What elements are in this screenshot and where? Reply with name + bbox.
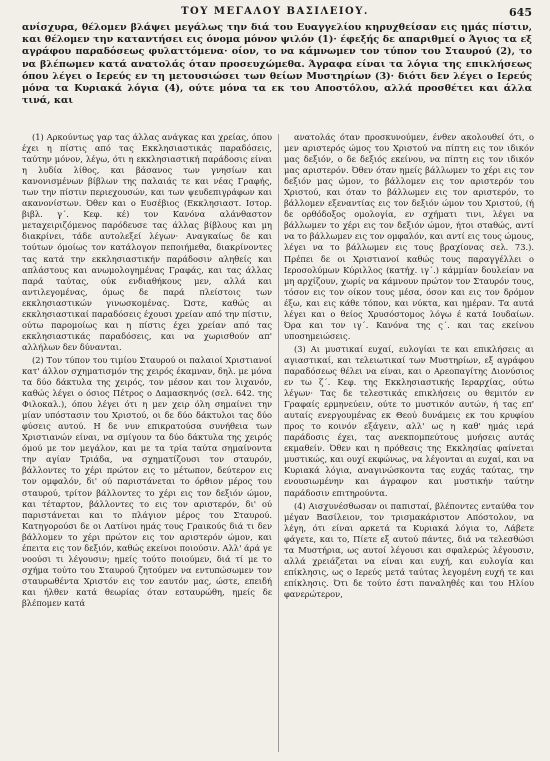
footnote-2-continued: ανατολάς όταν προσκυνούμεν, ένθεν ακολουθεί ότι, ο μεν αριστερός ώμος του Χριστού να πίπτη εις τον ιδικόν μας δεξιόν, ο δε δεξιός εκείνου, να πίπτη εις τον ιδικόν μας αριστερόν. Όθεν όταν ημείς βάλλωμεν το χέρι εις τον δεξιόν μας ώμον, το βάλλομεν εις τον αριστερόν του Χριστού, και όταν το βάλλωμεν εις τον αριστερόν, το βάλλομεν εξεναντίας εις τον δεξιόν ώμον του Χριστού, (ή δε ορθόδοξος ομολογία, εν σχήματι τινι, λέγει να βάλλωμεν το χέρι εις τον δεξιόν ώμον, ήτοι σταθώς, αντί να το βάλλωμεν εις τον ομφαλόν, και αντί εις τους ώμους, λέγει να το βάλλωμεν εις τους βραχίονας σελ. 73.). Πρέπει δε οι Χριστιανοί καθώς τους παραγγέλλει ο Ιεροσολύμων Κύριλλος (κατήχ. ιγ΄.) κάμμίαν δουλείαν να μη αρχίζουν, χωρίς να κάμνουν πρώτον τον Σταυρόν τους, τόσον εις τον οίκον τους μέσα, όσον και εις τον δρόμον έξω, και εις κάθε τόπον, και νύκτα, και ημέραν. Τα αυτά λέγει και ο θείος Χρυσόστομος λόγω έ κατά Ιουδαίων. Όρα και τον ιγ΄. Κανόνα της ς΄. και τας εκείνου υποσημειώσεις. xyxy=(284,132,534,341)
footnote-2: (2) Τον τύπον του τιμίου Σταυρού οι παλαιοί Χριστιανοί κατ' άλλον σχηματισμόν της χειρός έκαμναν, δηλ. με μόνα τα δύο δάκτυλα της χειρός, τον μέσον και τον λιχανόν, καθώς λέγει ο όσιος Πέτρος ο Δαμασκηνός (σελ. 642. της Φιλοκαλ.), όπου λέγει ότι η μεν χειρ όλη σημαίνει την μίαν υπόστασιν του Χριστού, οι δε δύο δάκτυλοι τας δύο φύσεις αυτού. Η δε νυν επικρατούσα συνήθεια των Χριστιανών είναι, να σμίγουν τα δύο δάκτυλα της χειρός όμού με τον μεγάλον, και με τα τρία ταύτα σημαίνοντα την αγίαν Τριάδα, να σχηματίζουσι τον σταυρόν, βάλλοντες το χέρι πρώτον εις το μέτωπον, δεύτερον εις τον ομφαλόν, δι' ού παριστάνεται το όρθιον μέρος του σταυρού, τρίτον βάλλοντες το χέρι εις τον δεξιόν ώμον, και τέταρτον, βάλλοντες το εις τον αριστερόν, δι' ού παριστάνεται και το πλάγιον μέρος του Σταυρού. Κατηγορούσι δε οι Λατίνοι ημάς τους Γραικούς διά τι δεν βάλλομεν το χέρι πρώτον εις τον αριστερόν ώμον, και έπειτα εις τον δεξιόν, καθώς εκείνοι ποιούσιν. Αλλ' άρά γε νοούσι τι λέγουσιν; ημείς τούτο ποιούμεν, διά τί με το σχήμα τούτο του Σταυρού ζητούμεν να εντυπώσωμεν τον σταυρωθέντα Χριστόν εις τον εαυτόν μας, ώστε, επειδή και ήλθεν κατά θεωρίας όταν εσταυρώθη, ημείς δε βλέπομεν κατά xyxy=(22,354,272,608)
column-divider xyxy=(278,134,279,752)
main-body-text xyxy=(22,22,532,107)
main-paragraph: ανίσχυρα, θέλομεν βλάψει μεγάλως την διά του Ευαγγελίου κηρυχθείσαν εις ημάς πίστιν, και θέλομεν την καταντήσει εις όνομα μόνον ψιλόν (1)· έφεξής δε απαριθμεί ο Άγιος τα εξ αγράφου παραδόσεως φυλαττόμενα· οίον, το να κάμνωμεν τον τύπον του Σταυρού (2), το να βλέπωμεν κατά ανατολάς όταν προσευχώμεθα. Άγραφα είναι τα λόγια της επικλήσεως όπου λέγει ο Ιερεύς εν τη μετουσιώσει των θείων Μυστηρίων (3)· διότι δεν λέγει ο Ιερεύς μόνα τα Κυριακά λόγια (4), ούτε μόνα τα εκ του Αποστόλου, αλλά προσθέτει και άλλα τινά, και xyxy=(22,22,532,107)
page-number: 645 xyxy=(509,6,532,19)
footnote-1: (1) Αρκούντως γαρ τας άλλας ανάγκας και χρείας, όπου έχει η πίστις από τας Εκκλησιαστικάς παραδόσεις, ταύτην μόνον, λέγω, ότι η εκκλησιαστική παράδοσις είναι η λυδία λίθος, και βάσανος των γνησίων και κανονισμένων βίβλων της παλαιάς τε και νέας Γραφής, των την πίστιν περιεχουσών, και των ψευδεπιγράφων και ακανονίστων. Όθεν και ο Ευσέβιος (Εκκλησιαστ. Ιστορ. βιβλ. γ΄. Κεφ. κέ) τον Κανόνα αλάνθαστον μεταχειριζόμενος παρόδευσε τας άλλας βίβλους και μη διακρίνει, τάδε αυτολεξεί λέγων· Αναγκαίως δε και τούτων όμοίως τον κατάλογον πεποιήμεθα, διακρίνοντες τας κατά την εκκλησιαστικήν παράδοσιν αληθείς και απλάστους και ανωμολογημένας Γραφάς, και τας άλλας παρά ταύτας, ούκ ενδιαθήκους μεν, αλλά και αντιλεγομένας, όμως δε παρά πλείστοις των εκκλησιαστικών γινωσκομένας. Ώστε, καθώς αι εκκλησιαστικαί παραδόσεις έχουσι χρείαν από την πίστιν, ούτω παρομοίως και η πίστις έχει χρείαν από τας εκκλησιαστικάς παραδόσεις, και να χωρισθούν απ' αλλήλων δεν δύνανται. xyxy=(22,132,272,352)
running-head xyxy=(0,6,550,20)
footnote-3: (3) Αι μυστικαί ευχαί, ευλογίαι τε και επικλήσεις αι αγιαστικαί, και τελειωτικαί των Μυστηρίων, εξ αγράφου παραδόσεως θέλει να είναι, και ο Αρεοπαγίτης Διονύσιος εν τω ζ΄. Κεφ. της Εκκλησιαστικής Ιεραρχίας, ούτω λέγων· Τας δε τελεστικάς επικλήσεις ου θεμιτόν εν Γραφαίς ερμηνεύειν, ούτε το μυστικόν αυτών, ή τας επ' αυταίς ενεργουμένας εκ Θεού δυνάμεις εκ του κρυφίου προς το κοινόν εξάγειν, αλλ' ως η καθ' ημάς ιερά παράδοσις έχει, τας ανεκπομπεύτους μυήσεις αυτάς εκμαθείν. Όθεν και η πρόθεσις της Εκκλησίας φαίνεται μυστικώς, και ουχί εκφώνως, να λέγονται αι ευχαί, και να Κυριακά λόγια, αναγινώσκοντα τας ευχάς ταύτας, την ενουσιωμένην και άγραφον και μυστικήν ταύτην παράδοσιν επιτηρούντα. xyxy=(284,343,534,498)
running-title: ΤΟΥ ΜΕΓΑΛΟΥ ΒΑΣΙΛΕΙΟΥ. xyxy=(181,6,369,17)
footnote-column-left xyxy=(22,132,272,757)
footnote-column-right xyxy=(284,132,534,757)
footnote-4: (4) Αισχυνέσθωσαν οι παπισταί, βλέποντες ενταύθα τον μέγαν Βασίλειον, τον τρισμακάριστον Απόστολον, να λέγη, ότι είναι αρκετά τα Κυριακά λόγια το, Λάβετε φάγετε, και το, Πίετε εξ αυτού πάντες, διά να τελεσθώσι τα Μυστήρια, ως αυτοί λέγουσι και σφαλερώς λέγουσιν, αλλά χρειάζεται να είναι και ευχή, και ευλογία και επίκλησις, ως ο Ιερεύς μετά ταύτας λεγομένη ευχή τε και επίκλησις. Ότι δε τούτο έστι παναληθές και του Ηλίου φανερώτερον, xyxy=(284,500,534,599)
footnote-columns xyxy=(22,132,534,757)
